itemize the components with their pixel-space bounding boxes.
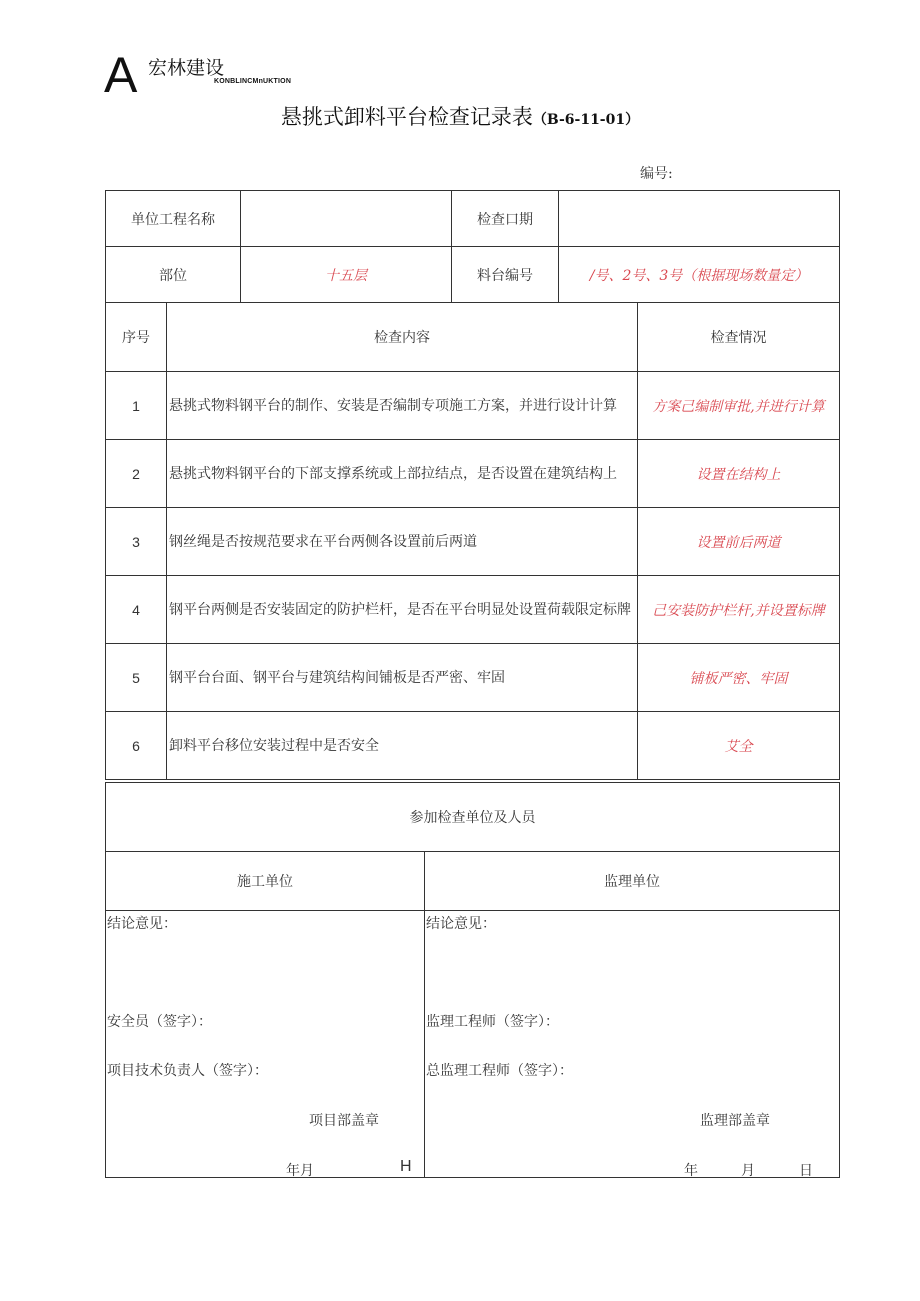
- supervisor-date-month: 月: [741, 1163, 755, 1179]
- platform-no-label: 料台编号: [452, 247, 559, 303]
- supervisor-date-day: 日: [799, 1163, 813, 1179]
- platform-no-value: /号、2号、3号（根据现场数量定）: [559, 247, 840, 303]
- item-content: 悬挑式物料钢平台的制作、安装是否编制专项施工方案，并进行设计计算: [167, 372, 638, 440]
- contractor-title: 施工单位: [106, 852, 425, 911]
- tech-lead-signature-label: 项目技术负责人（签字）：: [107, 1063, 268, 1079]
- header-table: [105, 190, 840, 303]
- item-no: 4: [106, 576, 167, 644]
- inspection-table: [105, 302, 840, 780]
- chief-engineer-signature-label: 总监理工程师（签字）：: [426, 1063, 573, 1079]
- document-number-label: 编号:: [640, 166, 673, 182]
- item-status: 铺板严密、牢固: [638, 644, 840, 712]
- contractor-conclusion-label: 结论意见：: [107, 916, 177, 932]
- item-content: 悬挑式物料钢平台的下部支撑系统或上部拉结点，是否设置在建筑结构上: [167, 440, 638, 508]
- item-no: 2: [106, 440, 167, 508]
- item-status: 方案己编制审批,并进行计算: [638, 372, 840, 440]
- item-status: 设置在结构上: [638, 440, 840, 508]
- unit-name-value: [241, 191, 452, 247]
- table-row: [106, 440, 840, 508]
- table-row: [106, 576, 840, 644]
- item-no: 5: [106, 644, 167, 712]
- company-logo-letter: A: [104, 47, 138, 103]
- supervisor-title: 监理单位: [425, 852, 840, 911]
- contractor-date-year-month: 年月: [286, 1163, 314, 1179]
- unit-name-label: 单位工程名称: [106, 191, 241, 247]
- location-value: 十五层: [241, 247, 452, 303]
- contractor-signature-cell: [106, 911, 425, 1178]
- item-content: 钢平台两侧是否安装固定的防护栏杆，是否在平台明显处设置荷载限定标牌: [167, 576, 638, 644]
- inspection-date-label: 检查口期: [452, 191, 559, 247]
- item-no: 1: [106, 372, 167, 440]
- table-row: [106, 372, 840, 440]
- table-row: [106, 644, 840, 712]
- item-content: 卸料平台移位安装过程中是否安全: [167, 712, 638, 780]
- table-row: [106, 508, 840, 576]
- company-name-en: KONBLINCMnUKTION: [214, 78, 292, 85]
- column-header-status: 检查情况: [638, 303, 840, 372]
- item-no: 6: [106, 712, 167, 780]
- inspection-date-value: [559, 191, 840, 247]
- item-no: 3: [106, 508, 167, 576]
- title-main: 悬挑式卸料平台检查记录表: [280, 105, 533, 129]
- participants-label: 参加检查单位及人员: [106, 783, 840, 852]
- engineer-signature-label: 监理工程师（签字）：: [426, 1014, 559, 1030]
- supervision-seal-label: 监理部盖章: [700, 1113, 770, 1129]
- item-status: 设置前后两道: [638, 508, 840, 576]
- supervisor-signature-cell: [425, 911, 840, 1178]
- supervisor-conclusion-label: 结论意见：: [426, 916, 496, 932]
- table-row: [106, 712, 840, 780]
- item-status: 己安装防护栏杆,并设置标牌: [638, 576, 840, 644]
- title-code: （B-6-11-01）: [532, 112, 640, 128]
- company-name-cn: 宏林建设: [148, 57, 225, 79]
- supervisor-date-year: 年: [684, 1163, 698, 1179]
- contractor-date-day: H: [400, 1158, 412, 1175]
- item-status: 艾全: [638, 712, 840, 780]
- safety-officer-signature-label: 安全员（签字）：: [107, 1014, 212, 1030]
- item-content: 钢丝绳是否按规范要求在平台两侧各设置前后两道: [167, 508, 638, 576]
- item-content: 钢平台台面、钢平台与建筑结构间铺板是否严密、牢固: [167, 644, 638, 712]
- document-title: [0, 101, 920, 131]
- column-header-content: 检查内容: [167, 303, 638, 372]
- signature-table: [105, 782, 840, 1178]
- location-label: 部位: [106, 247, 241, 303]
- column-header-no: 序号: [106, 303, 167, 372]
- project-seal-label: 项目部盖章: [309, 1113, 379, 1129]
